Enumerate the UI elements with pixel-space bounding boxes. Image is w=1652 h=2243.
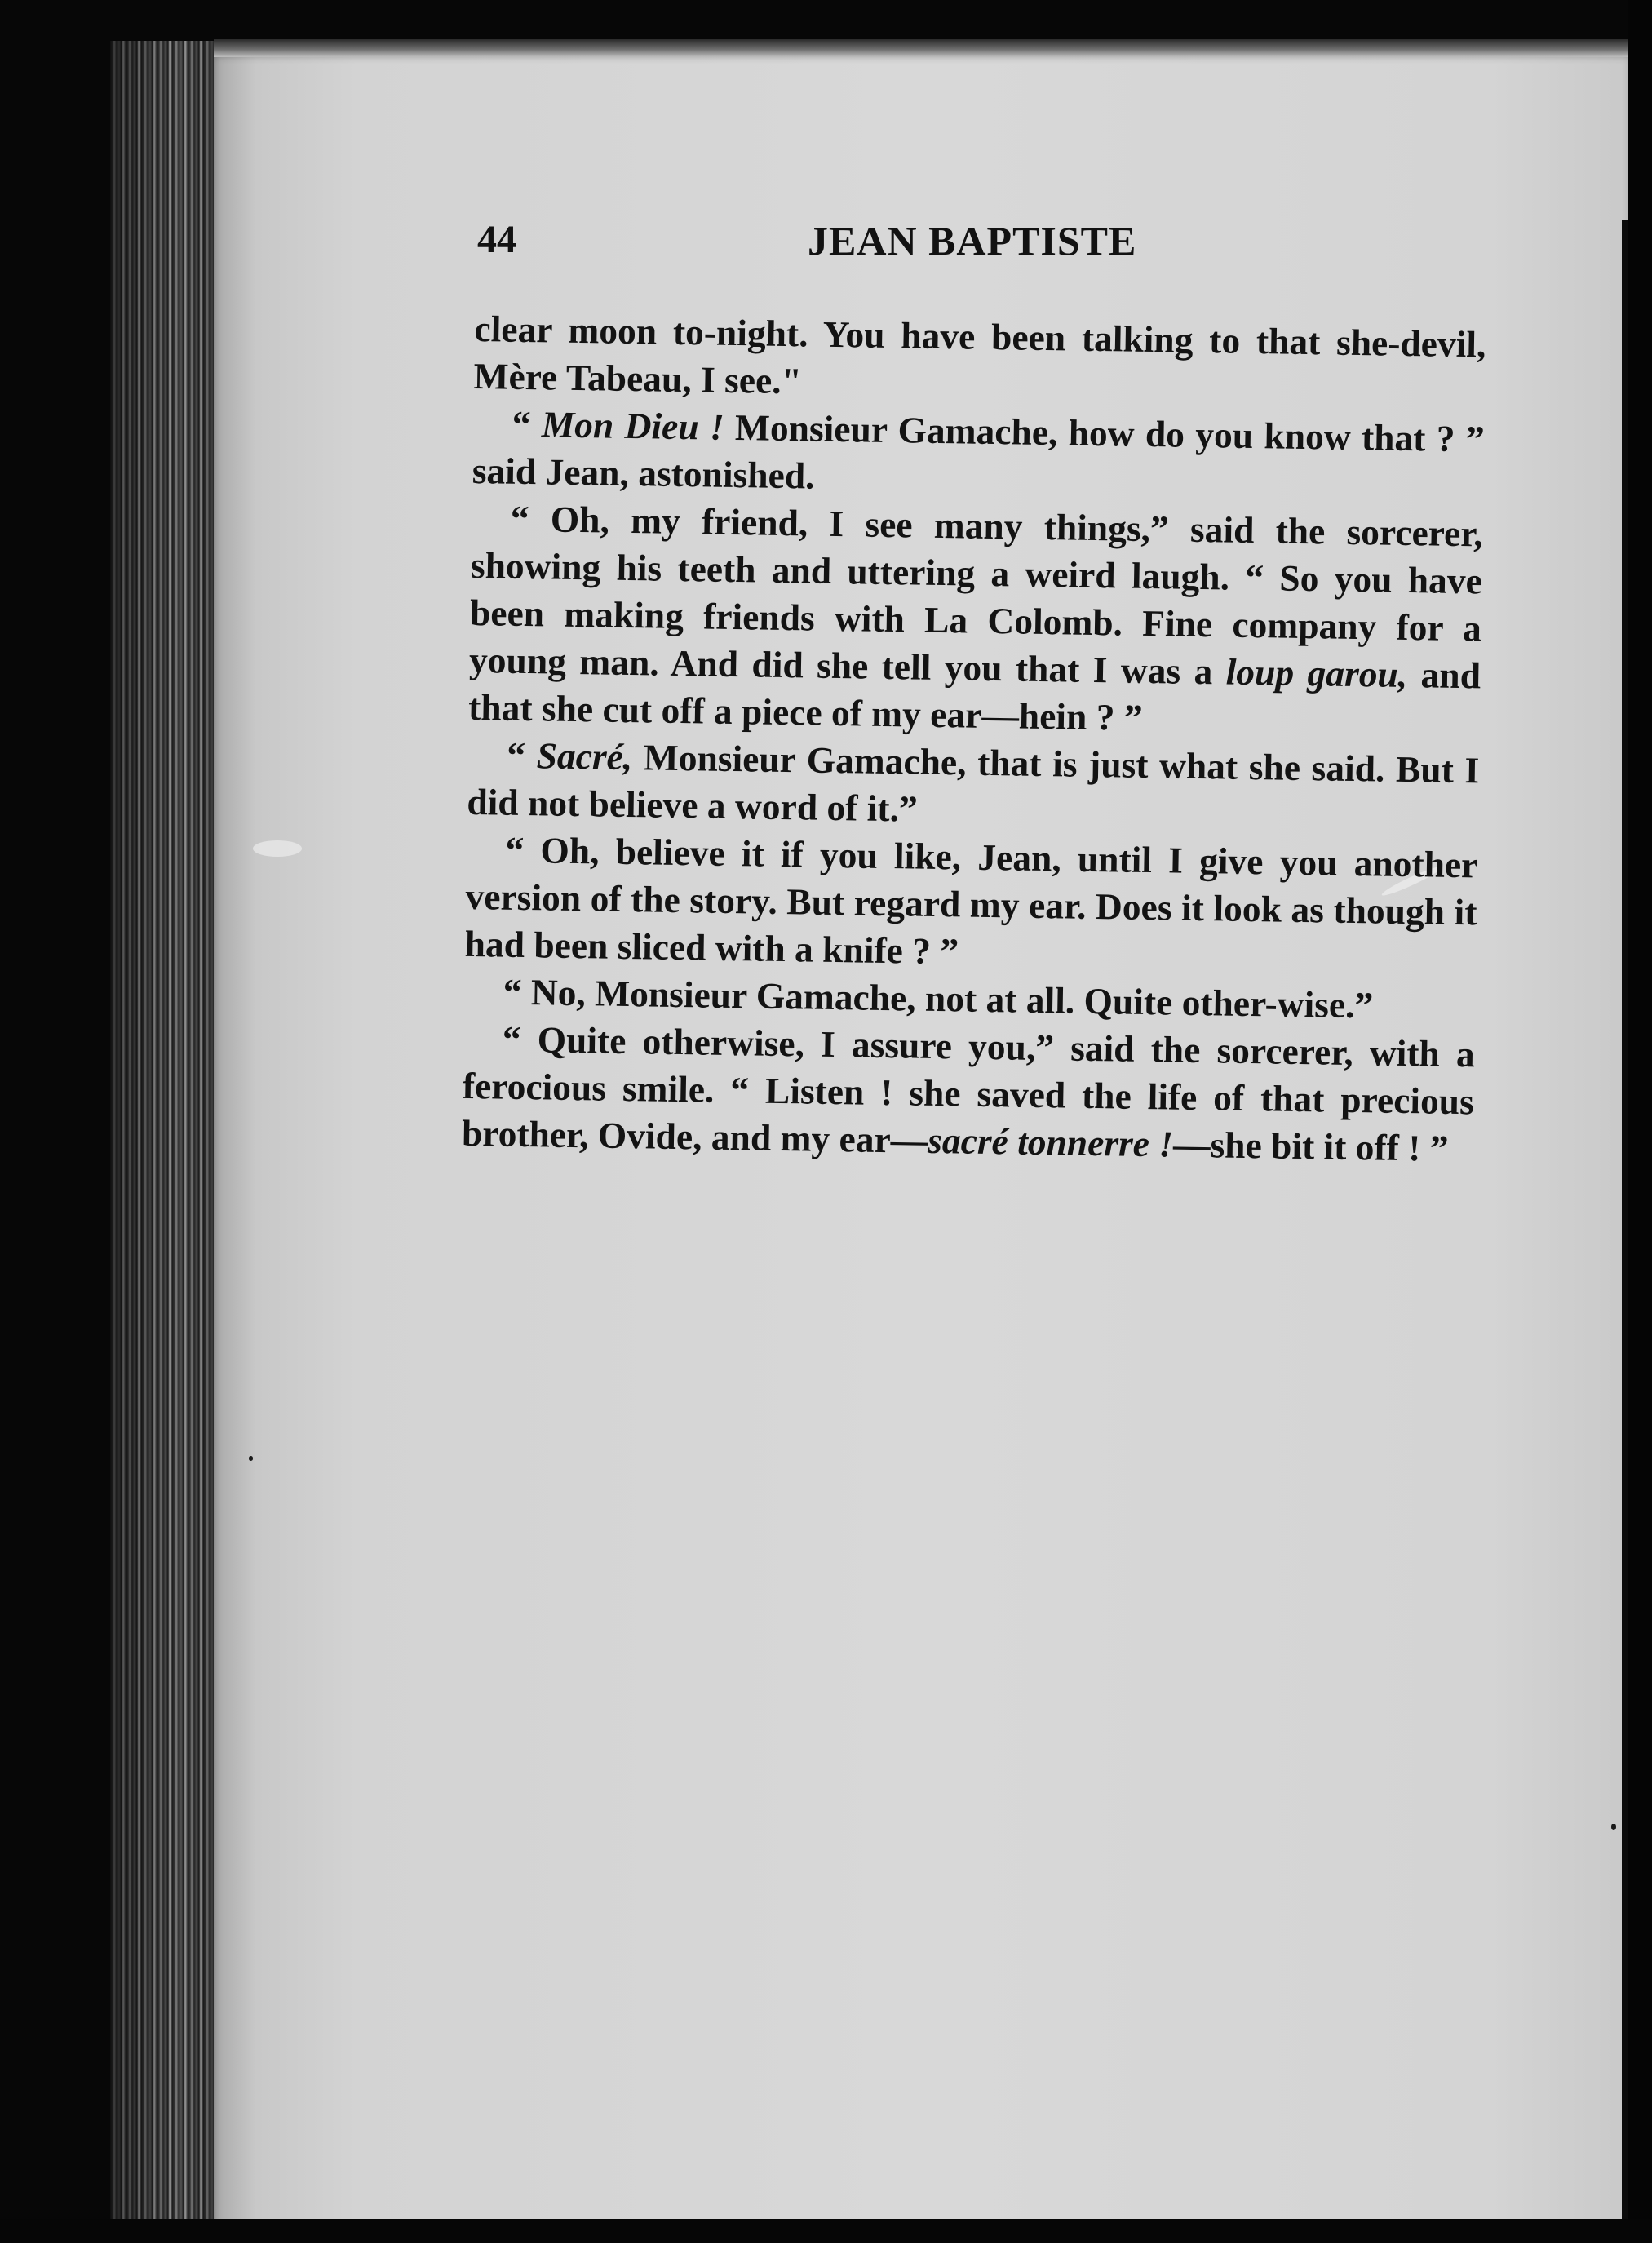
italic-text-run: Sacré, [536, 734, 633, 778]
right-margin-rule [1622, 220, 1628, 2227]
running-head-title: JEAN BAPTISTE [808, 218, 1137, 264]
text-run: “ Oh, believe it if you like, Jean, until I give you another version of the story. But regard my ear. Does it look as though it had been sliced with a knife ? ” [464, 828, 1478, 973]
page-number: 44 [477, 218, 516, 261]
page-top-edge [214, 39, 1631, 57]
text-run: “ Quite otherwise, I assure you,” said the sorcerer, with a ferocious smile. “ Listen ! she saved the life of that precious brother, Ovide, and my ear— [461, 1017, 1476, 1161]
text-run: Monsieur Gamache, that is just what she said. But I did not believe a word of it.” [467, 736, 1480, 830]
paragraph [473, 305, 1486, 415]
text-run: “ [512, 402, 543, 445]
page-edges-shadow [110, 41, 224, 2227]
text-run: clear moon to-night. You have been talking to that she-devil, Mère Tabeau, I see." [473, 307, 1486, 402]
italic-text-run: loup garou, [1225, 650, 1408, 696]
dust-speck [1611, 1824, 1616, 1830]
paragraph [464, 826, 1478, 983]
right-dark-border [1628, 0, 1652, 2243]
paper-blemish [253, 840, 302, 857]
bottom-dark-border [0, 2219, 1652, 2243]
paragraph [467, 731, 1480, 841]
dust-speck [249, 1456, 253, 1461]
page-header [0, 217, 1652, 282]
italic-text-run: sacré tonnerre ! [927, 1119, 1174, 1165]
paragraph [462, 1015, 1476, 1172]
paragraph [468, 494, 1483, 747]
paragraph [472, 400, 1485, 510]
text-run: “ No, Monsieur Gamache, not at all. Quite other-wise.” [503, 970, 1374, 1026]
body-text [462, 305, 1486, 1172]
text-run: —she bit it off ! ” [1172, 1123, 1449, 1169]
text-run: and that she cut off a piece of my ear—hein ? ” [467, 654, 1481, 738]
text-run: “ [506, 734, 538, 777]
text-run: “ Oh, my friend, I see many things,” said the sorcerer, showing his teeth and uttering a weird laugh. “ So you have been making friends with La Colomb. Fine company for a young man. And did she tell you that I was a [468, 497, 1484, 693]
italic-text-run: Mon Dieu ! [541, 403, 725, 448]
text-run: Monsieur Gamache, how do you know that ? ” said Jean, astonished. [472, 406, 1485, 497]
